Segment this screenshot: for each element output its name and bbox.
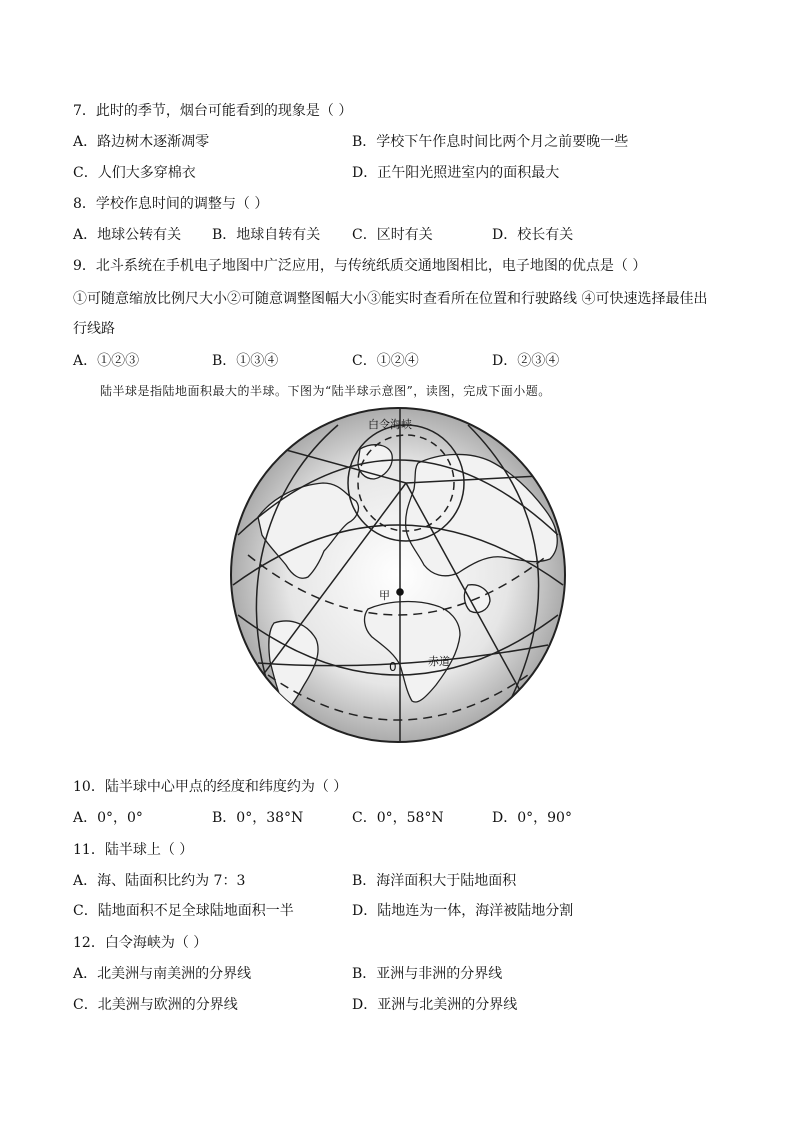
q9-items-line1: ①可随意缩放比例尺大小②可随意调整图幅大小③能实时查看所在位置和行驶路线 ④可快速选择最佳出 bbox=[73, 291, 708, 307]
q10-option-d: D．0°，90° bbox=[492, 810, 572, 826]
q8-option-b: B．地球自转有关 bbox=[212, 227, 321, 243]
q10-option-c: C．0°，58°N bbox=[352, 810, 444, 826]
zero-degree-label: 0 bbox=[389, 660, 397, 674]
q7-option-a: A．路边树木逐渐凋零 bbox=[73, 134, 210, 150]
q12-option-d: D．亚洲与北美洲的分界线 bbox=[352, 997, 518, 1013]
q7-option-c: C．人们大多穿棉衣 bbox=[73, 165, 196, 181]
q12-option-c: C．北美洲与欧洲的分界线 bbox=[73, 997, 238, 1013]
q7-stem: 7．此时的季节，烟台可能看到的现象是（ ） bbox=[73, 103, 353, 119]
figure-intro: 陆半球是指陆地面积最大的半球。下图为“陆半球示意图”，读图，完成下面小题。 bbox=[100, 384, 551, 398]
q11-stem: 11．陆半球上（ ） bbox=[73, 842, 194, 858]
q10-option-b: B．0°，38°N bbox=[212, 810, 304, 826]
land-hemisphere-figure bbox=[228, 405, 568, 745]
q9-stem: 9．北斗系统在手机电子地图中广泛应用，与传统纸质交通地图相比，电子地图的优点是（ ） bbox=[73, 258, 647, 274]
q11-option-b: B．海洋面积大于陆地面积 bbox=[352, 873, 517, 889]
equator-label: 赤道 bbox=[428, 655, 450, 668]
point-jia-marker bbox=[396, 588, 404, 596]
q8-stem: 8．学校作息时间的调整与（ ） bbox=[73, 196, 269, 212]
bering-strait-label: 白令海峡 bbox=[368, 418, 412, 431]
point-jia-label: 甲 bbox=[379, 589, 390, 602]
land-hemisphere-diagram bbox=[228, 405, 568, 745]
q7-option-b: B．学校下午作息时间比两个月之前要晚一些 bbox=[352, 134, 629, 150]
q9-option-b: B．①③④ bbox=[212, 353, 279, 369]
q9-option-a: A．①②③ bbox=[73, 353, 140, 369]
q8-option-a: A．地球公转有关 bbox=[73, 227, 182, 243]
q10-option-a: A．0°，0° bbox=[73, 810, 143, 826]
q8-option-c: C．区时有关 bbox=[352, 227, 433, 243]
q9-items-line2: 行线路 bbox=[73, 321, 115, 337]
q10-stem: 10．陆半球中心甲点的经度和纬度约为（ ） bbox=[73, 779, 348, 795]
q12-stem: 12．白令海峡为（ ） bbox=[73, 935, 208, 951]
q12-option-a: A．北美洲与南美洲的分界线 bbox=[73, 966, 252, 982]
q9-option-d: D．②③④ bbox=[492, 353, 560, 369]
q12-option-b: B．亚洲与非洲的分界线 bbox=[352, 966, 503, 982]
q9-option-c: C．①②④ bbox=[352, 353, 419, 369]
q8-option-d: D．校长有关 bbox=[492, 227, 574, 243]
q11-option-d: D．陆地连为一体，海洋被陆地分割 bbox=[352, 903, 574, 919]
q11-option-c: C．陆地面积不足全球陆地面积一半 bbox=[73, 903, 294, 919]
q7-option-d: D．正午阳光照进室内的面积最大 bbox=[352, 165, 560, 181]
q11-option-a: A．海、陆面积比约为 7：3 bbox=[73, 873, 246, 889]
